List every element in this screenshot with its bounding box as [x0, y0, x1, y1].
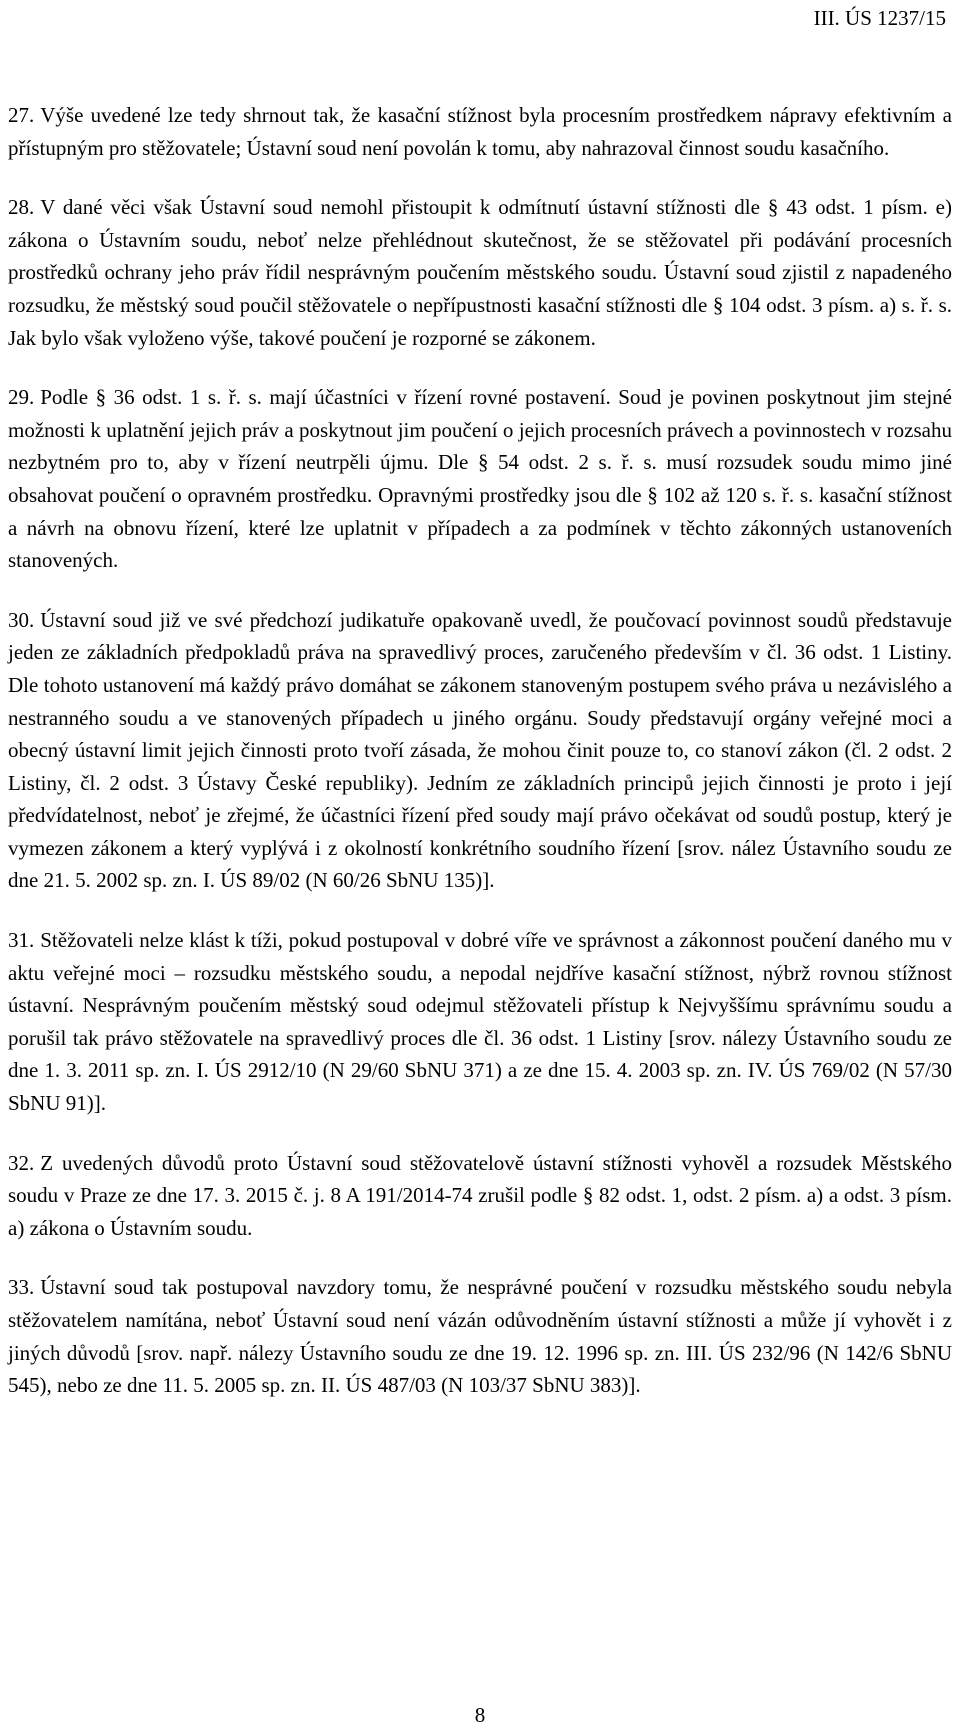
paragraph-text: Výše uvedené lze tedy shrnout tak, že kasační stížnost byla procesním prostředkem nápravy efektivním a přístupným pro stěžovatele; Ústavní soud není povolán k tomu, aby nahrazoval činnost soudu kasačního.	[8, 103, 952, 160]
paragraph-31	[8, 924, 952, 1120]
paragraph-number: 30.	[8, 607, 35, 632]
paragraph-33	[8, 1271, 952, 1401]
paragraph-number: 27.	[8, 103, 35, 127]
paragraph-text: Z uvedených důvodů proto Ústavní soud stěžovatelově ústavní stížnosti vyhověl a rozsudek Městského soudu v Praze ze dne 17. 3. 2015 č. j. 8 A 191/2014-74 zrušil podle § 82 odst. 1, odst. 2 písm. a) a odst. 3 písm. a) zákona o Ústavním soudu.	[8, 1150, 952, 1240]
paragraph-number: 33.	[8, 1275, 35, 1300]
paragraph-number: 32.	[8, 1150, 35, 1175]
paragraph-number: 29.	[8, 385, 35, 410]
paragraph-number: 28.	[8, 195, 35, 220]
paragraph-30	[8, 604, 952, 897]
paragraph-text: Ústavní soud již ve své předchozí judikatuře opakovaně uvedl, že poučovací povinnost soudů představuje jeden ze základních předpokladů práva na spravedlivý proces, zaručeného především v čl. 36 odst. 1 Listiny. Dle tohoto ustanovení má každý právo domáhat se zákonem stanoveným postupem svého práva u nezávislého a nestranného soudu a ve stanovených případech u jiného orgánu. Soudy představují orgány veřejné moci a obecný ústavní limit jejich činnosti proto tvoří zásada, že mohou činit pouze to, co stanoví zákon (čl. 2 odst. 2 Listiny, čl. 2 odst. 3 Ústavy České republiky). Jedním ze základních principů jejich činnosti je proto i její předvídatelnost, neboť je zřejmé, že účastníci řízení před soudy mají právo očekávat od soudů postup, který je vymezen zákonem a který vyplývá i z okolností konkrétního soudního řízení [srov. nález Ústavního soudu ze dne 21. 5. 2002 sp. zn. I. ÚS 89/02 (N 60/26 SbNU 135)].	[8, 607, 952, 893]
paragraph-text: Podle § 36 odst. 1 s. ř. s. mají účastníci v řízení rovné postavení. Soud je povinen poskytnout jim stejné možnosti k uplatnění jejich práv a poskytnout jim poučení o jejich procesních právech a povinnostech v rozsahu nezbytném pro to, aby v řízení neutrpěli újmu. Dle § 54 odst. 2 s. ř. s. musí rozsudek soudu mimo jiné obsahovat poučení o opravném prostředku. Opravnými prostředky jsou dle § 102 až 120 s. ř. s. kasační stížnost a návrh na obnovu řízení, které lze uplatnit v případech a za podmínek v těchto zákonných ustanoveních stanovených.	[8, 385, 952, 573]
page-number: 8	[474, 1703, 486, 1727]
paragraph-text: Ústavní soud tak postupoval navzdory tomu, že nesprávné poučení v rozsudku městského soudu nebyla stěžovatelem namítána, neboť Ústavní soud není vázán odůvodněním ústavní stížnosti a může jí vyhovět i z jiných důvodů [srov. např. nálezy Ústavního soudu ze dne 19. 12. 1996 sp. zn. III. ÚS 232/96 (N 142/6 SbNU 545), nebo ze dne 11. 5. 2005 sp. zn. II. ÚS 487/03 (N 103/37 SbNU 383)].	[8, 1275, 952, 1398]
paragraph-29	[8, 381, 952, 577]
paragraph-28	[8, 191, 952, 354]
case-number-header: III. ÚS 1237/15	[813, 6, 946, 30]
paragraph-number: 31.	[8, 928, 35, 953]
paragraph-text: Stěžovateli nelze klást k tíži, pokud postupoval v dobré víře ve správnost a zákonnost poučení daného mu v aktu veřejné moci – rozsudku městského soudu, a nepodal nejdříve kasační stížnost, nýbrž rovnou stížnost ústavní. Nesprávným poučením městský soud odejmul stěžovateli přístup k Nejvyššímu správnímu soudu a porušil tak právo stěžovatele na spravedlivý proces dle čl. 36 odst. 1 Listiny [srov. nálezy Ústavního soudu ze dne 1. 3. 2011 sp. zn. I. ÚS 2912/10 (N 29/60 SbNU 371) a ze dne 15. 4. 2003 sp. zn. IV. ÚS 769/02 (N 57/30 SbNU 91)].	[8, 928, 952, 1116]
paragraph-27	[8, 99, 952, 164]
paragraph-text: V dané věci však Ústavní soud nemohl přistoupit k odmítnutí ústavní stížnosti dle § 43 odst. 1 písm. e) zákona o Ústavním soudu, neboť nelze přehlédnout skutečnost, že se stěžovatel při podávání procesních prostředků ochrany jeho práv řídil nesprávným poučením městského soudu. Ústavní soud zjistil z napadeného rozsudku, že městský soud poučil stěžovatele o nepřípustnosti kasační stížnosti dle § 104 odst. 3 písm. a) s. ř. s. Jak bylo však vyloženo výše, takové poučení je rozporné se zákonem.	[8, 195, 952, 350]
paragraph-32	[8, 1147, 952, 1245]
document-body	[8, 99, 952, 1429]
